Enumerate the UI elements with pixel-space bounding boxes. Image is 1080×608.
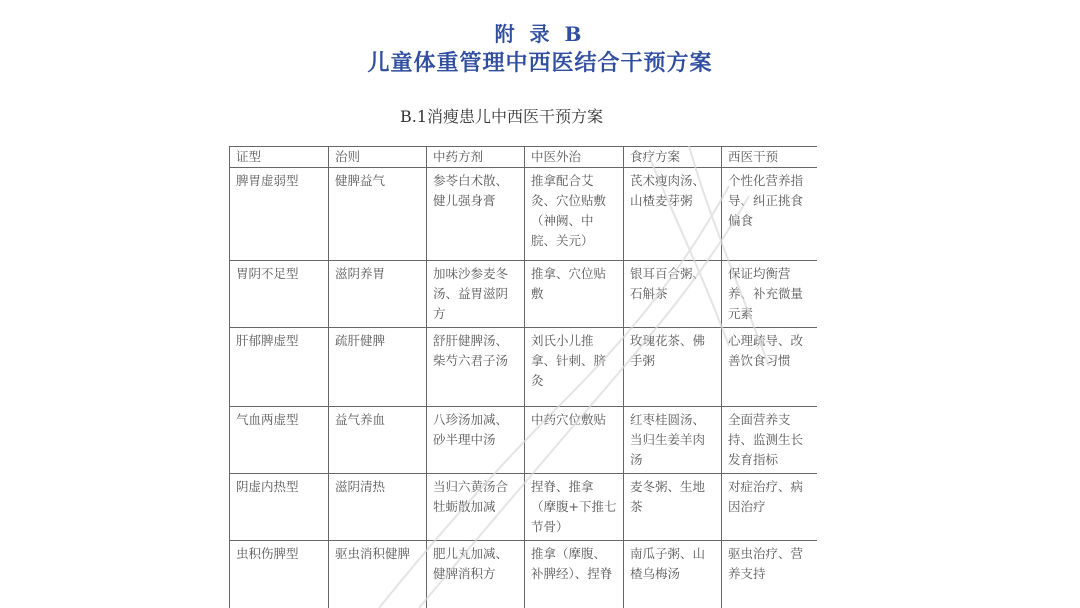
table-row (230, 328, 818, 407)
table-cell: 滋阴清热 (329, 474, 427, 541)
table-cell: 推拿配合艾灸、穴位贴敷（神阙、中脘、关元） (525, 168, 624, 261)
table-cell: 驱虫消积健脾 (329, 541, 427, 608)
table-cell: 气血两虚型 (230, 407, 329, 474)
table-cell: 加味沙参麦冬汤、益胃滋阴方 (427, 261, 525, 328)
document-title: 儿童体重管理中西医结合干预方案 (367, 50, 713, 76)
table-caption: B.1消瘦患儿中西医干预方案 (400, 107, 604, 126)
table-cell: 保证均衡营养、补充微量元素 (722, 261, 818, 328)
table-row (230, 168, 818, 261)
table-cell: 驱虫治疗、营养支持 (722, 541, 818, 608)
appendix-label: 附 录 B (494, 22, 586, 46)
table-cell: 银耳百合粥、石斛茶 (624, 261, 722, 328)
column-header: 中药方剂 (427, 147, 525, 168)
table-cell: 胃阴不足型 (230, 261, 329, 328)
column-header: 治则 (329, 147, 427, 168)
table-row (230, 474, 818, 541)
intervention-table-container (229, 146, 817, 608)
table-cell: 心理疏导、改善饮食习惯 (722, 328, 818, 407)
table-cell: 当归六黄汤合牡蛎散加减 (427, 474, 525, 541)
table-row (230, 541, 818, 608)
column-header: 中医外治 (525, 147, 624, 168)
table-cell: 红枣桂圆汤、当归生姜羊肉汤 (624, 407, 722, 474)
table-cell: 捏脊、推拿（摩腹+下推七节骨） (525, 474, 624, 541)
table-cell: 肥儿丸加减、健脾消积方 (427, 541, 525, 608)
table-cell: 玫瑰花茶、佛手粥 (624, 328, 722, 407)
table-cell: 益气养血 (329, 407, 427, 474)
table-cell: 阴虚内热型 (230, 474, 329, 541)
table-cell: 中药穴位敷贴 (525, 407, 624, 474)
intervention-table (229, 146, 817, 608)
table-cell: 健脾益气 (329, 168, 427, 261)
table-cell: 虫积伤脾型 (230, 541, 329, 608)
table-cell: 对症治疗、病因治疗 (722, 474, 818, 541)
table-cell: 全面营养支持、监测生长发育指标 (722, 407, 818, 474)
table-row (230, 261, 818, 328)
column-header: 食疗方案 (624, 147, 722, 168)
column-header: 西医干预 (722, 147, 818, 168)
table-cell: 八珍汤加减、砂半理中汤 (427, 407, 525, 474)
table-cell: 芪术瘦肉汤、山楂麦芽粥 (624, 168, 722, 261)
table-header-row (230, 147, 818, 168)
table-cell: 个性化营养指导、纠正挑食偏食 (722, 168, 818, 261)
table-cell: 推拿、穴位贴敷 (525, 261, 624, 328)
table-cell: 疏肝健脾 (329, 328, 427, 407)
table-cell: 麦冬粥、生地茶 (624, 474, 722, 541)
table-row (230, 407, 818, 474)
table-cell: 刘氏小儿推拿、针刺、脐灸 (525, 328, 624, 407)
table-cell: 推拿（摩腹、补脾经）、捏脊 (525, 541, 624, 608)
table-cell: 舒肝健脾汤、柴芍六君子汤 (427, 328, 525, 407)
table-cell: 参苓白术散、健儿强身膏 (427, 168, 525, 261)
table-cell: 肝郁脾虚型 (230, 328, 329, 407)
table-cell: 滋阴养胃 (329, 261, 427, 328)
column-header: 证型 (230, 147, 329, 168)
table-cell: 南瓜子粥、山楂乌梅汤 (624, 541, 722, 608)
table-cell: 脾胃虚弱型 (230, 168, 329, 261)
